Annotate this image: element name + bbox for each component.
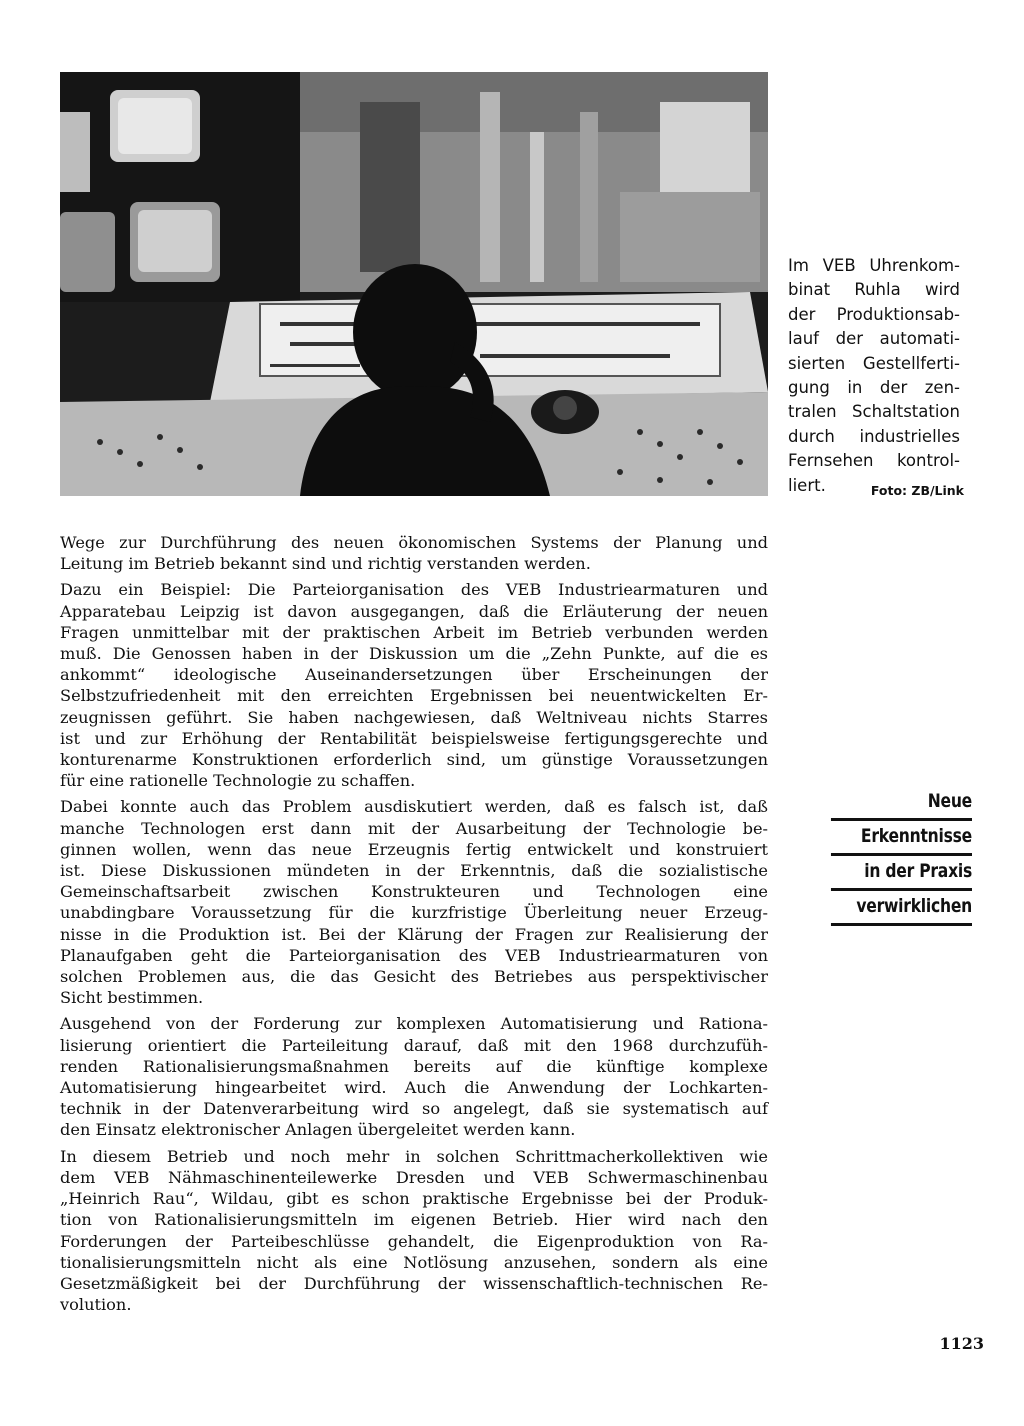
text-line: Gesetzmäßigkeit bei der Durchführung der wissenschaftlich-technischen Re- [60, 1273, 768, 1293]
text-line: nisse in die Produktion ist. Bei der Klärung der Fragen zur Realisierung der [60, 924, 768, 944]
margin-heading-line: Neue [831, 788, 972, 821]
text-line: unabdingbare Voraussetzung für die kurzfristige Überleitung neuer Erzeug- [60, 903, 768, 923]
text-line: für eine rationelle Technologie zu schaffen. [60, 771, 416, 791]
margin-heading-line: Erkenntnisse [831, 823, 972, 856]
text-line: tion von Rationalisierungsmitteln im eigenen Betrieb. Hier wird nach den [60, 1210, 768, 1230]
text-line: Automatisierung hingearbeitet wird. Auch die Anwendung der Lochkarten- [60, 1078, 768, 1098]
text-line: Sicht bestimmen. [60, 988, 204, 1008]
caption-line: liert. [788, 475, 826, 495]
text-line: ist. Diese Diskussionen mündeten in der Erkenntnis, daß die sozialistische [60, 861, 768, 881]
photo-caption [788, 254, 960, 498]
paragraph [60, 1146, 768, 1316]
text-line: technik in der Datenverarbeitung wird so angelegt, daß sie systematisch auf [60, 1099, 768, 1119]
text-line: ginnen wollen, wenn das neue Erzeugnis fertig entwickelt und konstruiert [60, 839, 768, 859]
caption-line: Im VEB Uhrenkom- [788, 256, 960, 275]
text-line: muß. Die Genossen haben in der Diskussion um die „Zehn Punkte, auf die es [60, 644, 768, 664]
text-line: „Heinrich Rau“, Wildau, gibt es schon praktische Ergebnisse bei der Produk- [60, 1189, 768, 1209]
margin-heading-line: verwirklichen [831, 893, 972, 926]
caption-line: der Produktionsab- [788, 304, 960, 324]
text-line: Gemeinschaftsarbeit zwischen Konstrukteuren und Technologen eine [60, 882, 768, 902]
margin-heading [800, 788, 972, 928]
caption-line: durch industrielles [788, 426, 960, 446]
paragraph [60, 532, 768, 574]
caption-line: lauf der automati- [788, 329, 960, 349]
text-line: Planaufgaben geht die Parteiorganisation des VEB Industriearmaturen von [60, 945, 768, 965]
photo-credit: Foto: ZB/Link [870, 483, 964, 498]
margin-heading-line: in der Praxis [831, 858, 972, 891]
paragraph [60, 579, 768, 791]
caption-line: Fernsehen kontrol- [788, 451, 960, 471]
text-line: Forderungen der Parteibeschlüsse gehandelt, die Eigenproduktion von Ra- [60, 1231, 768, 1251]
caption-line: sierten Gestellferti- [788, 353, 960, 373]
text-line: tionalisierungsmitteln nicht als eine Notlösung anzusehen, sondern als eine [60, 1252, 768, 1272]
text-line: In diesem Betrieb und noch mehr in solchen Schrittmacherkollektiven wie [60, 1146, 768, 1166]
text-line: dem VEB Nähmaschinenteilewerke Dresden und VEB Schwermaschinenbau [60, 1167, 768, 1187]
page-number: 1123 [939, 1334, 984, 1353]
text-line: Ausgehend von der Forderung zur komplexen Automatisierung und Rationa- [60, 1014, 768, 1034]
paragraph [60, 1013, 768, 1140]
paragraph [60, 796, 768, 1008]
text-line: Fragen unmittelbar mit der praktischen Arbeit im Betrieb verbunden werden [60, 622, 768, 642]
text-line: Apparatebau Leipzig ist davon ausgegangen, daß die Erläuterung der neuen [60, 601, 768, 621]
text-line: Wege zur Durchführung des neuen ökonomischen Systems der Planung und [60, 533, 768, 552]
text-line: lisierung orientiert die Parteileitung darauf, daß mit den 1968 durchzufüh- [60, 1035, 768, 1055]
caption-line: tralen Schaltstation [788, 402, 960, 422]
text-line: konturenarme Konstruktionen erforderlich sind, um günstige Voraussetzungen [60, 750, 768, 770]
text-line: ankommt“ ideologische Auseinandersetzungen über Erscheinungen der [60, 665, 768, 685]
text-line: Leitung im Betrieb bekannt sind und richtig verstanden werden. [60, 554, 591, 574]
caption-line: binat Ruhla wird [788, 280, 960, 300]
text-line: solchen Problemen aus, die das Gesicht des Betriebes aus perspektivischer [60, 967, 768, 987]
text-line: renden Rationalisierungsmaßnahmen bereits auf die künftige komplexe [60, 1056, 768, 1076]
text-line: manche Technologen erst dann mit der Ausarbeitung der Technologie be- [60, 818, 768, 838]
text-line: den Einsatz elektronischer Anlagen übergeleitet werden kann. [60, 1120, 576, 1140]
control-room-photo [60, 72, 768, 496]
text-line: Dabei konnte auch das Problem ausdiskutiert werden, daß es falsch ist, daß [60, 797, 768, 817]
text-line: Dazu ein Beispiel: Die Parteiorganisation des VEB Industriearmaturen und [60, 580, 768, 600]
text-line: zeugnissen geführt. Sie haben nachgewiesen, daß Weltniveau nichts Starres [60, 707, 768, 727]
article-body [60, 532, 768, 1320]
caption-line: gung in der zen- [788, 378, 960, 398]
text-line: Selbstzufriedenheit mit den erreichten Ergebnissen bei neuentwickelten Er- [60, 686, 768, 706]
text-line: volution. [60, 1295, 132, 1315]
text-line: ist und zur Erhöhung der Rentabilität beispielsweise fertigungsgerechte und [60, 728, 768, 748]
